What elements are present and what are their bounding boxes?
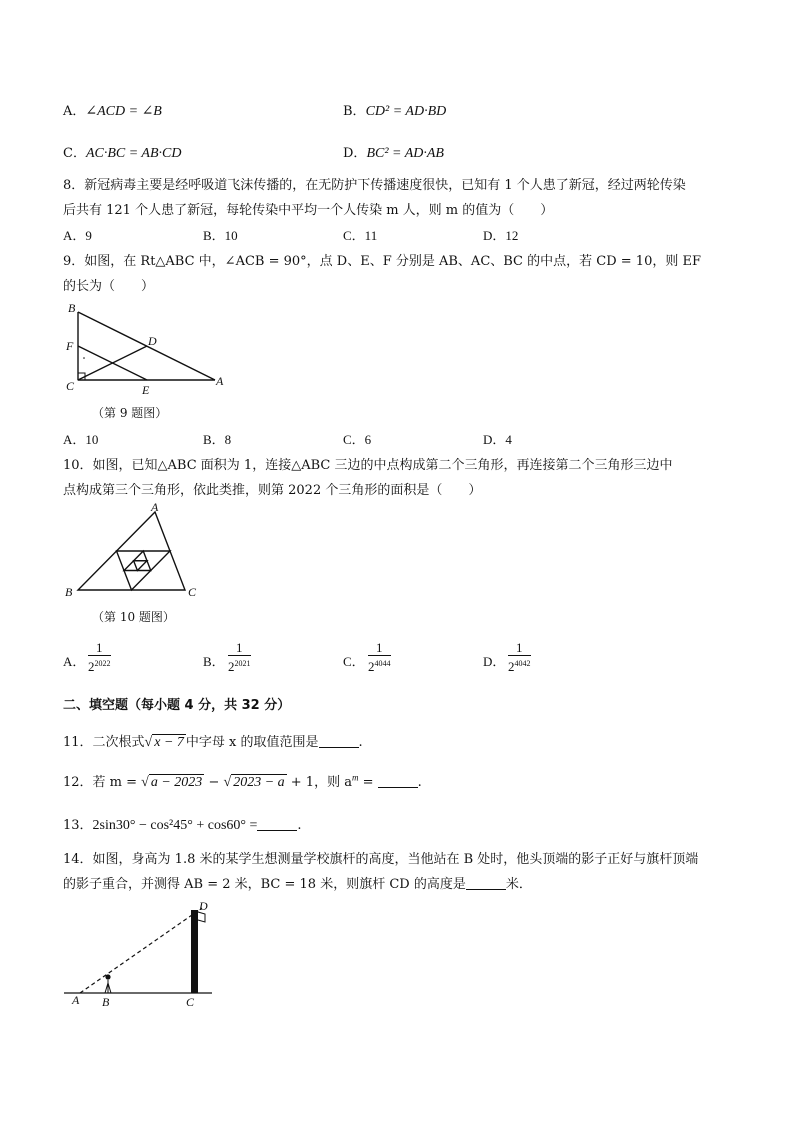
q9-point-e: E xyxy=(142,383,150,397)
q11-radicand: x − 7 xyxy=(154,735,184,750)
fraction-denominator xyxy=(508,656,531,674)
q8-option-b: B．10 xyxy=(203,228,238,243)
q10-figure xyxy=(60,500,210,605)
q12-minus: − xyxy=(208,775,220,790)
q12-radicand-2: 2023 − a xyxy=(233,775,285,790)
q13-expression: 2sin30° − cos²45° + cos60° = xyxy=(92,818,258,833)
q11-prefix: 11．二次根式 xyxy=(63,735,145,750)
q10-line1: 10．如图，已知△ABC 面积为 1，连接△ABC 三边的中点构成第二个三角形，再连接第二个三角形三边中 xyxy=(63,458,673,473)
base: 2 xyxy=(88,659,95,674)
option-text: AC·BC = AB·CD xyxy=(85,146,182,161)
q14-line2 xyxy=(63,873,532,892)
q9-option-a: A．10 xyxy=(63,432,99,447)
q13-end: . xyxy=(297,818,302,833)
q7-option-d xyxy=(343,142,444,162)
base: 2 xyxy=(228,659,235,674)
option-label: B． xyxy=(343,104,366,119)
option-label: C． xyxy=(63,146,86,161)
exponent: 2022 xyxy=(94,659,111,668)
base: 2 xyxy=(508,659,515,674)
q13-prefix: 13． xyxy=(63,818,93,833)
q12-exponent: m xyxy=(351,772,359,783)
option-text: CD² = AD·BD xyxy=(365,104,447,119)
q10-caption: （第 10 题图） xyxy=(92,610,175,624)
exponent: 4044 xyxy=(374,659,391,668)
fraction-denominator xyxy=(368,656,391,674)
q14-answer-blank[interactable] xyxy=(466,877,506,890)
option-label: A． xyxy=(63,104,86,119)
q9-option-c: C．6 xyxy=(343,432,372,447)
q10-option-d-fraction xyxy=(508,640,531,674)
base: 2 xyxy=(368,659,375,674)
q8-option-c: C．11 xyxy=(343,228,378,243)
q10-option-c-fraction xyxy=(368,640,391,674)
q8-option-d: D．12 xyxy=(483,228,519,243)
q10-option-b-fraction xyxy=(228,640,251,674)
q7-option-b xyxy=(343,100,446,120)
q9-caption: （第 9 题图） xyxy=(92,406,168,420)
q14-figure xyxy=(60,898,220,1013)
q10-point-a: A xyxy=(151,500,159,514)
q9-point-d: D xyxy=(148,334,157,348)
q11-suffix: 中字母 x 的取值范围是 xyxy=(185,735,319,750)
q10-option-c-label: C． xyxy=(343,654,365,669)
q9-figure xyxy=(60,300,230,395)
q11 xyxy=(63,731,363,751)
q14-point-a: A xyxy=(72,993,80,1007)
q9-point-a: A xyxy=(216,374,224,388)
q9-option-d: D．4 xyxy=(483,432,512,447)
q14-point-d: D xyxy=(199,899,208,913)
fraction-numerator: 1 xyxy=(516,640,523,655)
q13 xyxy=(63,814,302,834)
q9-line1: 9．如图，在 Rt△ABC 中，∠ACB = 90°，点 D、E、F 分别是 AB、AC、BC 的中点，若 CD = 10，则 EF xyxy=(63,254,701,269)
q8-line1: 8．新冠病毒主要是经呼吸道飞沫传播的，在无防护下传播速度很快，已知有 1 个人患了新冠，经过两轮传染 xyxy=(63,178,686,193)
q10-point-b: B xyxy=(65,585,73,599)
q8-option-a: A．9 xyxy=(63,228,92,243)
q9-point-c: C xyxy=(66,379,75,393)
q9-point-f: F xyxy=(66,339,74,353)
q7-option-c xyxy=(63,142,181,162)
q10-line2: 点构成第三个三角形，依此类推，则第 2022 个三角形的面积是（ ） xyxy=(63,483,482,498)
q12-tail: + 1，则 a xyxy=(290,775,352,790)
section-2-heading: 二、填空题（每小题 4 分，共 32 分） xyxy=(63,698,291,713)
q9-line2: 的长为（ ） xyxy=(63,279,155,294)
exponent: 2021 xyxy=(234,659,251,668)
q9-point-b: B xyxy=(68,301,76,315)
q14-line1: 14．如图，身高为 1.8 米的某学生想测量学校旗杆的高度，当他站在 B 处时，他头顶端的影子正好与旗杆顶端 xyxy=(63,852,699,867)
q8-line2: 后共有 121 个人患了新冠，每轮传染中平均一个人传染 m 人，则 m 的值为（ ） xyxy=(63,203,554,218)
q11-sqrt: √ x − 7 xyxy=(144,735,184,750)
q13-answer-blank[interactable] xyxy=(257,818,297,831)
q10-option-d-label: D． xyxy=(483,654,506,669)
option-label: D． xyxy=(343,146,367,161)
q9-option-b: B．8 xyxy=(203,432,232,447)
q10-option-a-label: A． xyxy=(63,654,86,669)
q10-point-c: C xyxy=(188,585,197,599)
exponent: 4042 xyxy=(514,659,531,668)
fraction-denominator xyxy=(228,656,251,674)
q12-answer-blank[interactable] xyxy=(378,775,418,788)
q11-answer-blank[interactable] xyxy=(319,735,359,748)
q14-line2-end: 米． xyxy=(505,877,532,892)
fraction-numerator: 1 xyxy=(376,640,383,655)
option-text: ∠ACD = ∠B xyxy=(85,104,162,119)
q12-radicand-1: a − 2023 xyxy=(150,775,203,790)
fraction-numerator: 1 xyxy=(236,640,243,655)
option-text: BC² = AD·AB xyxy=(366,146,444,161)
fraction-denominator xyxy=(88,656,111,674)
q14-point-b: B xyxy=(102,995,110,1009)
q14-point-c: C xyxy=(186,995,195,1009)
q12-sqrt-1: √ a − 2023 xyxy=(141,775,203,790)
q11-end: . xyxy=(358,735,363,750)
q12-equals: = xyxy=(358,775,378,790)
q7-option-a xyxy=(63,100,162,120)
q10-option-a-fraction xyxy=(88,640,111,674)
fraction-numerator: 1 xyxy=(96,640,103,655)
q12-prefix: 12．若 m = xyxy=(63,775,138,790)
q10-option-b-label: B． xyxy=(203,654,225,669)
q12-end: . xyxy=(417,775,422,790)
q12 xyxy=(63,771,422,791)
q12-sqrt-2: √ 2023 − a xyxy=(223,775,285,790)
q14-line2-text: 的影子重合，并测得 AB = 2 米，BC = 18 米，则旗杆 CD 的高度是 xyxy=(63,877,466,892)
